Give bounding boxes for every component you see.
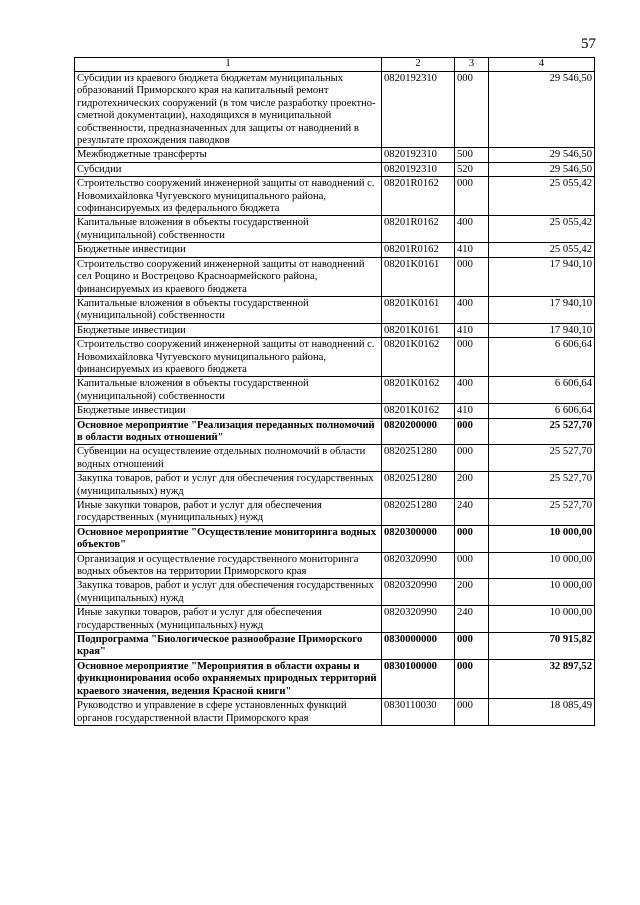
row-name: Основное мероприятие "Мероприятия в области охраны и функционирования особо охраняемых природных территорий краевого значения, ведения Красной книги" <box>75 659 382 698</box>
table-row <box>75 445 595 472</box>
row-code: 0820251280 <box>382 445 455 472</box>
header-col-4: 4 <box>489 58 595 72</box>
row-amount: 6 606,64 <box>489 404 595 418</box>
table-row <box>75 579 595 606</box>
row-code: 08201R0162 <box>382 216 455 243</box>
row-code: 0820251280 <box>382 499 455 526</box>
table-row <box>75 659 595 698</box>
row-expense-type: 000 <box>455 72 489 148</box>
budget-table <box>74 57 595 726</box>
table-row <box>75 699 595 726</box>
row-name: Подпрограмма "Биологическое разнообразие Приморского края" <box>75 633 382 660</box>
table-row <box>75 257 595 296</box>
row-name: Субсидии из краевого бюджета бюджетам муниципальных образований Приморского края на капитальный ремонт гидротехнических сооружений (в том числе разработку проектно-сметной документации), находящихся в муниципальной собственности, предназначенных для защиты от наводнений в результате прохождения паводков <box>75 72 382 148</box>
table-row <box>75 323 595 337</box>
row-amount: 25 527,70 <box>489 472 595 499</box>
row-expense-type: 200 <box>455 579 489 606</box>
row-amount: 17 940,10 <box>489 257 595 296</box>
row-amount: 10 000,00 <box>489 606 595 633</box>
row-code: 0820251280 <box>382 472 455 499</box>
row-expense-type: 200 <box>455 472 489 499</box>
row-name: Субвенции на осуществление отдельных полномочий в области водных отношений <box>75 445 382 472</box>
row-amount: 29 546,50 <box>489 148 595 162</box>
row-expense-type: 400 <box>455 216 489 243</box>
row-code: 0820200000 <box>382 418 455 445</box>
row-expense-type: 500 <box>455 148 489 162</box>
row-amount: 17 940,10 <box>489 323 595 337</box>
row-name: Иные закупки товаров, работ и услуг для обеспечения государственных (муниципальных) нужд <box>75 499 382 526</box>
row-expense-type: 410 <box>455 404 489 418</box>
row-amount: 29 546,50 <box>489 162 595 176</box>
row-code: 0820192310 <box>382 72 455 148</box>
row-amount: 18 085,49 <box>489 699 595 726</box>
row-name: Строительство сооружений инженерной защиты от наводнений с. Новомихайловка Чугуевского муниципального района, софинансируемых из федерального бюджета <box>75 177 382 216</box>
row-amount: 25 527,70 <box>489 499 595 526</box>
row-amount: 6 606,64 <box>489 377 595 404</box>
table-row <box>75 418 595 445</box>
row-expense-type: 000 <box>455 338 489 377</box>
row-name: Субсидии <box>75 162 382 176</box>
row-name: Бюджетные инвестиции <box>75 404 382 418</box>
row-amount: 25 055,42 <box>489 177 595 216</box>
table-row <box>75 377 595 404</box>
row-name: Капитальные вложения в объекты государственной (муниципальной) собственности <box>75 377 382 404</box>
row-code: 0820192310 <box>382 148 455 162</box>
table-row <box>75 404 595 418</box>
row-name: Капитальные вложения в объекты государственной (муниципальной) собственности <box>75 216 382 243</box>
row-expense-type: 000 <box>455 418 489 445</box>
row-code: 08201K0161 <box>382 296 455 323</box>
row-expense-type: 000 <box>455 257 489 296</box>
row-name: Строительство сооружений инженерной защиты от наводнений сел Рощино и Вострецово Красноармейского района, финансируемых из краевого бюджета <box>75 257 382 296</box>
row-amount: 29 546,50 <box>489 72 595 148</box>
table-row <box>75 216 595 243</box>
table-row <box>75 472 595 499</box>
row-name: Руководство и управление в сфере установленных функций органов государственной власти Приморского края <box>75 699 382 726</box>
row-name: Закупка товаров, работ и услуг для обеспечения государственных (муниципальных) нужд <box>75 579 382 606</box>
row-name: Бюджетные инвестиции <box>75 243 382 257</box>
row-amount: 25 527,70 <box>489 445 595 472</box>
table-row <box>75 72 595 148</box>
row-expense-type: 520 <box>455 162 489 176</box>
row-name: Строительство сооружений инженерной защиты от наводнений с. Новомихайловка Чугуевского муниципального района, финансируемых из краевого бюджета <box>75 338 382 377</box>
row-name: Основное мероприятие "Реализация переданных полномочий в области водных отношений" <box>75 418 382 445</box>
row-expense-type: 000 <box>455 699 489 726</box>
header-col-2: 2 <box>382 58 455 72</box>
row-code: 08201K0162 <box>382 404 455 418</box>
row-name: Иные закупки товаров, работ и услуг для обеспечения государственных (муниципальных) нужд <box>75 606 382 633</box>
row-expense-type: 000 <box>455 633 489 660</box>
row-amount: 10 000,00 <box>489 579 595 606</box>
row-code: 0830100000 <box>382 659 455 698</box>
page-number: 57 <box>581 36 596 52</box>
table-row <box>75 177 595 216</box>
row-expense-type: 400 <box>455 377 489 404</box>
row-name: Организация и осуществление государственного мониторинга водных объектов на территории Приморского края <box>75 552 382 579</box>
row-code: 08201R0162 <box>382 177 455 216</box>
row-amount: 70 915,82 <box>489 633 595 660</box>
row-amount: 25 527,70 <box>489 418 595 445</box>
table-row <box>75 606 595 633</box>
row-amount: 25 055,42 <box>489 216 595 243</box>
row-name: Межбюджетные трансферты <box>75 148 382 162</box>
row-code: 0820320990 <box>382 579 455 606</box>
row-name: Капитальные вложения в объекты государственной (муниципальной) собственности <box>75 296 382 323</box>
row-expense-type: 000 <box>455 525 489 552</box>
row-expense-type: 410 <box>455 323 489 337</box>
row-expense-type: 240 <box>455 499 489 526</box>
row-name: Основное мероприятие "Осуществление мониторинга водных объектов" <box>75 525 382 552</box>
row-code: 08201K0162 <box>382 377 455 404</box>
table-row <box>75 148 595 162</box>
table-row <box>75 525 595 552</box>
row-code: 0820192310 <box>382 162 455 176</box>
row-amount: 10 000,00 <box>489 525 595 552</box>
row-amount: 6 606,64 <box>489 338 595 377</box>
row-name: Закупка товаров, работ и услуг для обеспечения государственных (муниципальных) нужд <box>75 472 382 499</box>
row-name: Бюджетные инвестиции <box>75 323 382 337</box>
header-col-1: 1 <box>75 58 382 72</box>
row-amount: 25 055,42 <box>489 243 595 257</box>
row-code: 08201K0161 <box>382 257 455 296</box>
row-code: 0830000000 <box>382 633 455 660</box>
row-code: 0830110030 <box>382 699 455 726</box>
table-row <box>75 296 595 323</box>
row-expense-type: 400 <box>455 296 489 323</box>
row-code: 08201K0161 <box>382 323 455 337</box>
row-expense-type: 000 <box>455 659 489 698</box>
row-amount: 10 000,00 <box>489 552 595 579</box>
table-row <box>75 338 595 377</box>
row-code: 08201K0162 <box>382 338 455 377</box>
table-row <box>75 243 595 257</box>
table-row <box>75 552 595 579</box>
table-row <box>75 499 595 526</box>
table-row <box>75 162 595 176</box>
row-amount: 32 897,52 <box>489 659 595 698</box>
row-expense-type: 410 <box>455 243 489 257</box>
row-expense-type: 000 <box>455 445 489 472</box>
table-row <box>75 633 595 660</box>
row-code: 0820300000 <box>382 525 455 552</box>
table-header-row <box>75 58 595 72</box>
row-expense-type: 000 <box>455 552 489 579</box>
row-expense-type: 000 <box>455 177 489 216</box>
row-expense-type: 240 <box>455 606 489 633</box>
row-amount: 17 940,10 <box>489 296 595 323</box>
row-code: 0820320990 <box>382 606 455 633</box>
row-code: 08201R0162 <box>382 243 455 257</box>
row-code: 0820320990 <box>382 552 455 579</box>
header-col-3: 3 <box>455 58 489 72</box>
